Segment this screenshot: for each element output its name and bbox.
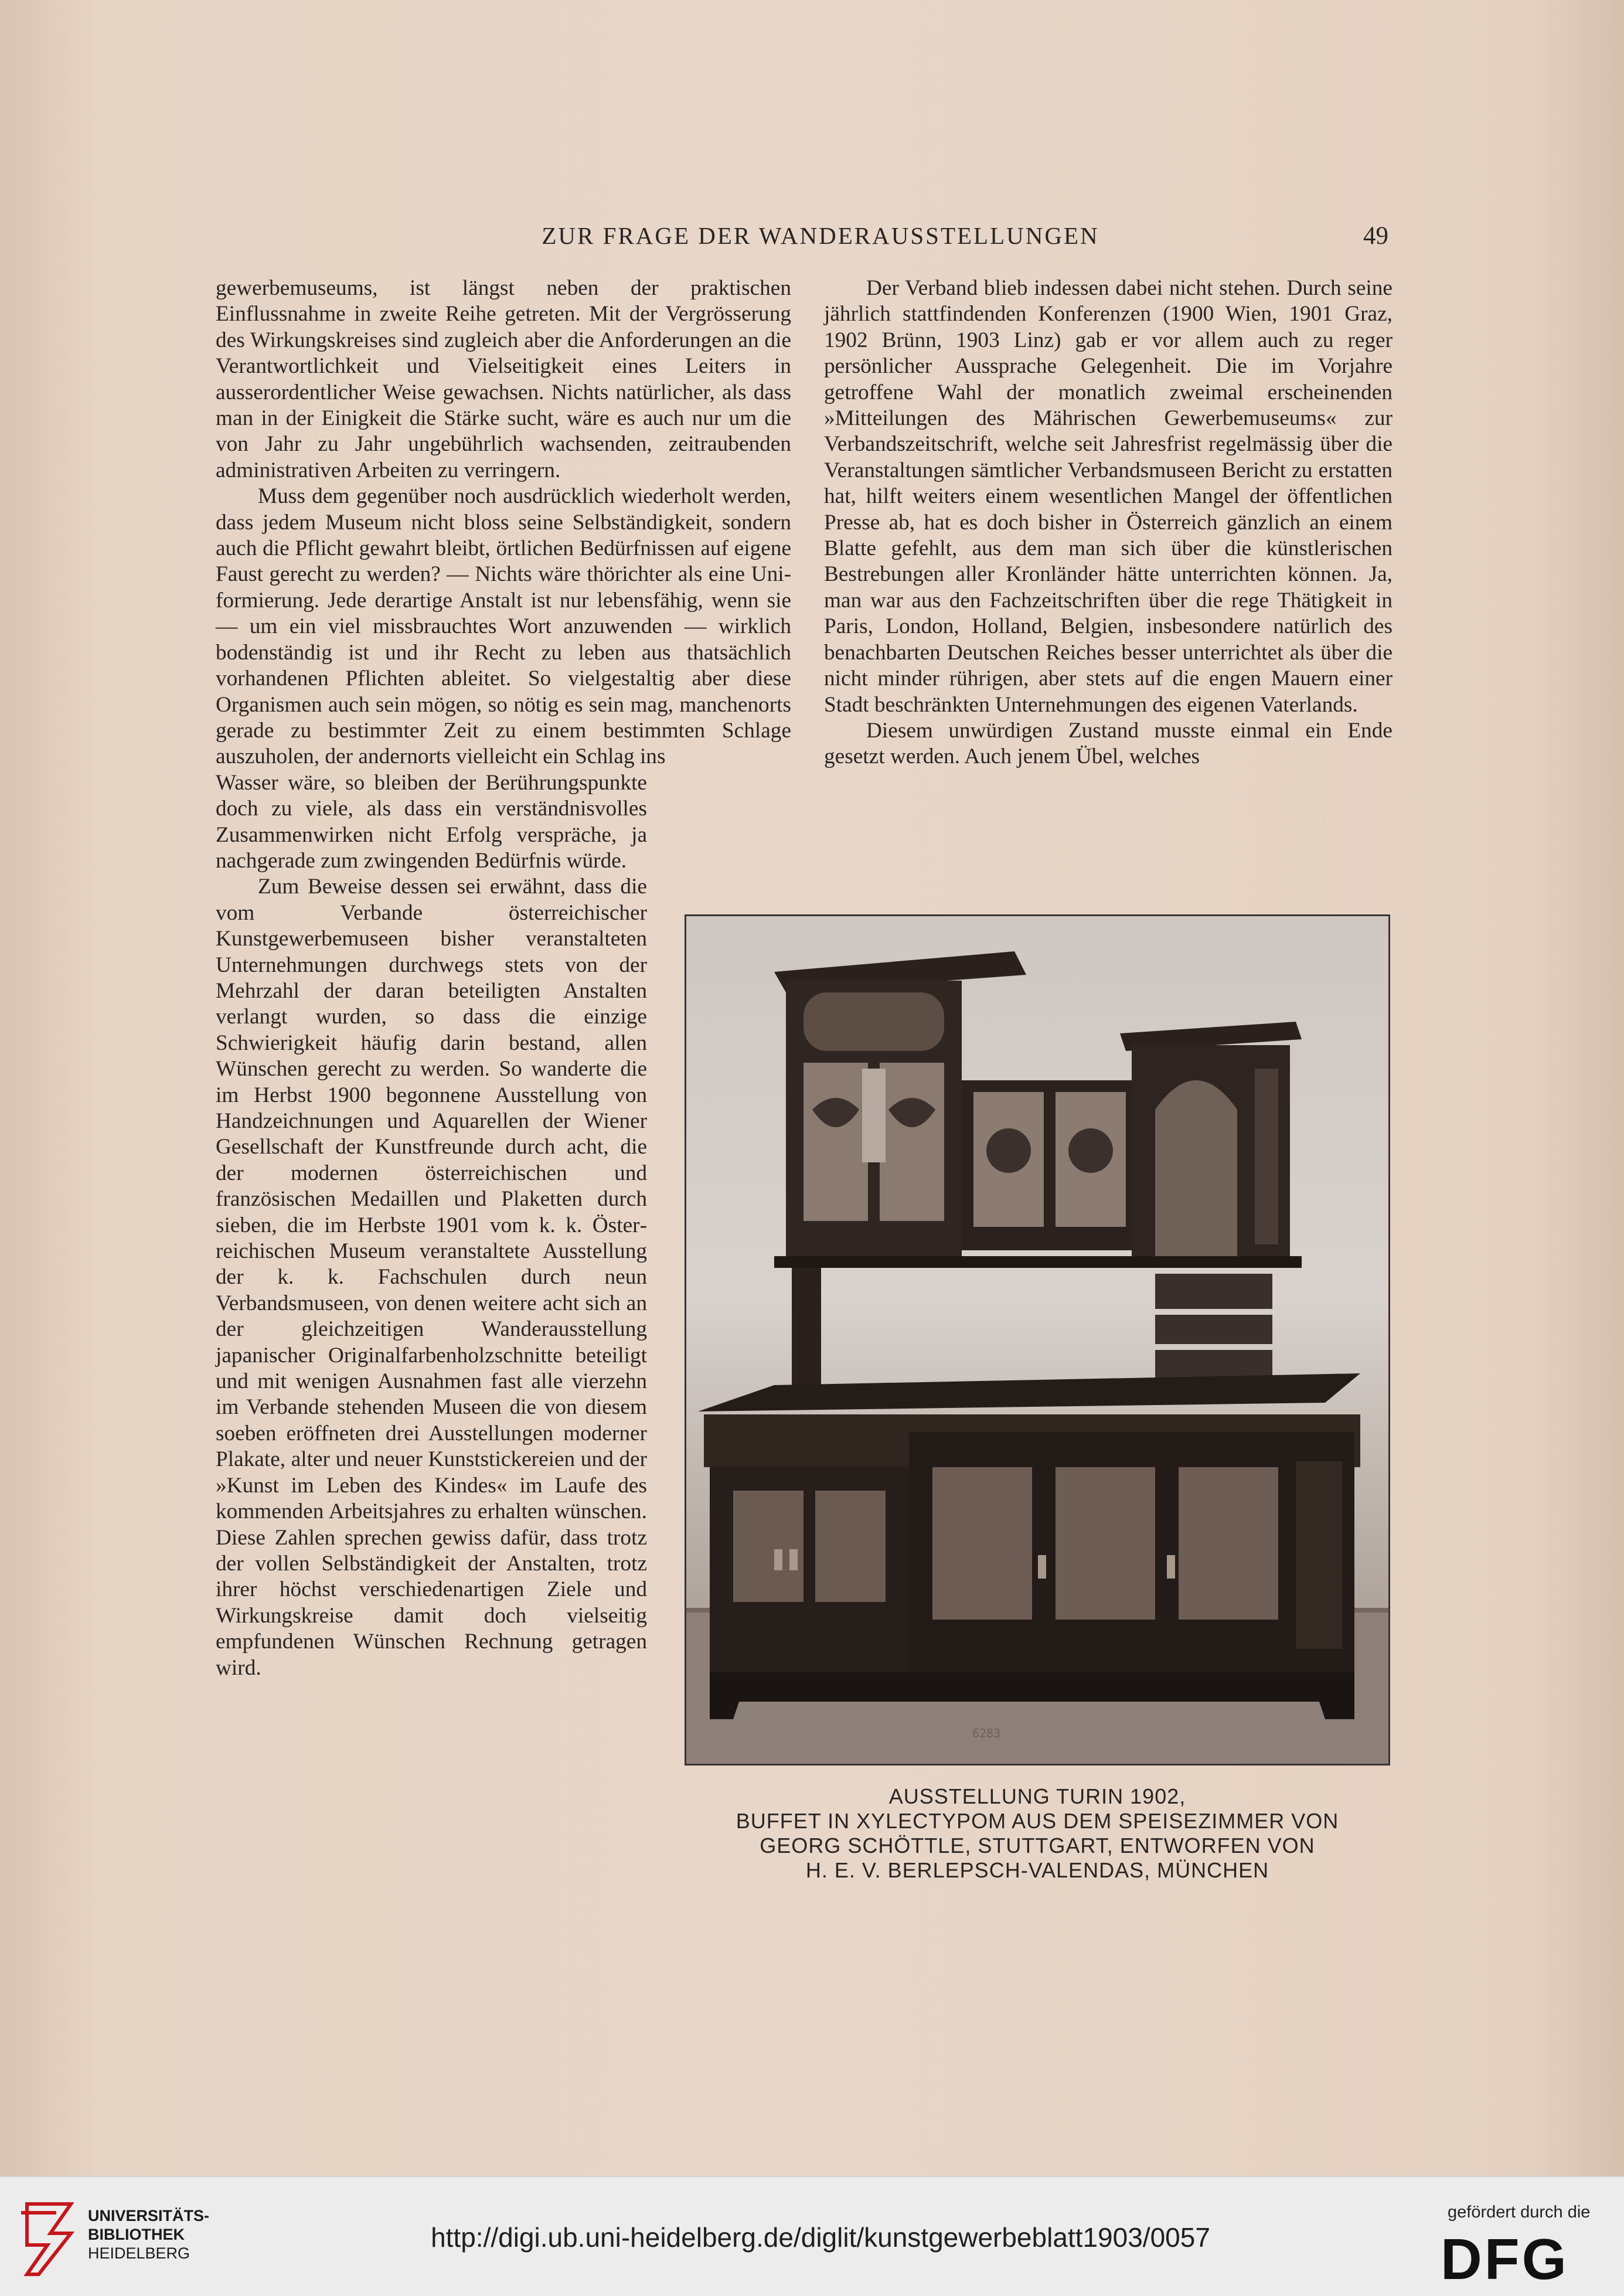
buffet-illustration	[686, 916, 1388, 1764]
caption-line: BUFFET IN XYLECTYPOM AUS DEM SPEISEZIMMER VON	[736, 1809, 1339, 1833]
funded-by-label: gefördert durch die	[1448, 2203, 1591, 2222]
wrapped-text-block	[216, 770, 647, 1681]
caption-line: GEORG SCHÖTTLE, STUTTGART, ENTWORFEN VON	[760, 1834, 1315, 1858]
figure-caption	[685, 1784, 1390, 1883]
running-head: ZUR FRAGE DER WANDERAUSSTELLUNGEN	[542, 222, 1099, 249]
library-name[interactable]	[88, 2206, 209, 2263]
library-name-line: HEIDELBERG	[88, 2244, 190, 2262]
paragraph: Wasser wäre, so bleiben der Berührungspunkte doch zu viele, als dass ein verständnisvolles Zusammenwirken nicht Erfolg verspräche, ja nachgerade zum zwingenden Bedürfnis würde.	[216, 770, 647, 873]
paragraph: gewerbemuseums, ist längst neben der praktischen Einflussnahme in zweite Reihe getreten. Mit der Vergrösserung des Wirkungskreises sind zugleich aber die Anforderungen an die Verantwortlichkeit und Vielseitigkeit eines Leiters in ausserordentlicher Weise gewachsen. Nichts natürlicher, als dass man in der Einigkeit die Stärke sucht, wäre es auch nur um die von Jahr zu Jahr ungebührlich wachsenden, zeitraubenden administrativen Arbeiten zu verringern.	[216, 276, 791, 482]
right-text-column	[824, 275, 1393, 770]
paragraph: Diesem unwürdigen Zustand musste einmal ein Ende gesetzt werden. Auch jenem Übel, welches	[824, 718, 1393, 769]
caption-line: H. E. V. BERLEPSCH-VALENDAS, MÜNCHEN	[805, 1858, 1269, 1882]
page-number: 49	[1363, 222, 1388, 250]
university-library-logo-icon[interactable]	[15, 2198, 80, 2280]
buffet-photograph	[685, 914, 1390, 1766]
paragraph: Muss dem gegenüber noch ausdrücklich wiederholt werden, dass jedem Museum nicht bloss seine Selbständigkeit, sondern auch die Pflicht gewahrt bleibt, örtlichen Bedürfnissen auf eigene Faust gerecht zu werden? — Nichts wäre thörichter als eine Uniformierung. Jede derartige Anstalt ist nur lebensfähig, wenn sie — um ein viel missbrauchtes Wort anzuwenden — wirklich bodenständig ist und ihr Recht zu leben aus thatsächlich vorhandenen Pflichten ableitet. So vielgestaltig aber diese Organismen auch sein mögen, so nötig es sein mag, manchenorts gerade zu bestimmter Zeit zu einem bestimmten Schlage auszuholen, der andernorts vielleicht ein Schlag ins	[216, 484, 791, 769]
paragraph: Der Verband blieb indessen dabei nicht stehen. Durch seine jährlich stattfindenden Konferenzen (1900 Wien, 1901 Graz, 1902 Brünn, 1903 Linz) gab er vor allem auch zu reger persönlicher Aussprache Gelegenheit. Die im Vorjahre getroffene Wahl der monatlich zweimal erscheinenden »Mitteilungen des Mährischen Gewerbemuseums« zur Verbandszeitschrift, welche seit Jahresfrist regelmässig über die Veranstaltungen sämtlicher Verbandsmuseen Bericht zu erstatten hat, hilft weiters einem wesentlichen Mangel der öffentlichen Presse ab, hat es doch bisher in Österreich gänzlich an einem Blatte gefehlt, aus dem man sich über die künstlerischen Bestrebungen aller Kronländer hätte unterrichten können. Ja, man war aus den Fachzeitschriften über die rege Thätigkeit in Paris, London, Holland, Belgien, insbesondere natürlich des benachbarten Deutschen Reiches besser unterrichtet als über die nicht minder rührigen, aber stets auf die engen Mauern einer Stadt beschränkten Unternehmungen des eigenen Vaterlands.	[824, 276, 1393, 717]
paragraph: Zum Beweise dessen sei erwähnt, dass die vom Verbande österreichischer Kunstgewerbemuseen bisher veranstalteten Unternehmungen durchwegs stets von der Mehrzahl der daran beteiligten Anstalten verlangt wurden, so dass die einzige Schwierigkeit häufig darin bestand, allen Wünschen gerecht zu werden. So wanderte die im Herbst 1900 begonnene Ausstellung von Handzeichnungen und Aquarellen der Wiener Gesellschaft der Kunstfreunde durch acht, die der modernen österreichischen und französischen Medaillen und Plaketten durch sieben, die im Herbste 1901 vom k. k. Österreichischen Museum veranstaltete Ausstellung der k. k. Fachschulen durch neun Verbandsmuseen, von denen weitere acht sich an der gleichzeitigen Wanderausstellung japanischer Originalfarbenholzschnitte beteiligt und mit wenigen Ausnahmen fast alle vierzehn im Verbande stehenden Museen die von diesem soeben eröffneten drei Ausstellungen moderner Plakate, alter und neuer Kunststickereien und der »Kunst im Leben des Kindes« im Laufe des kommenden Arbeitsjahres zu erhalten wünschen. Diese Zahlen sprechen gewiss dafür, dass trotz der vollen Selbständigkeit der Anstalten, trotz ihrer höchst verschiedenartigen Ziele und Wirkungskreise damit doch vielseitig empfundenen Wünschen Rechnung getragen wird.	[216, 875, 647, 1680]
library-name-line: UNIVERSITÄTS-	[88, 2207, 210, 2224]
permalink-url[interactable]: http://digi.ub.uni-heidelberg.de/diglit/kunstgewerbeblatt1903/0057	[431, 2222, 1210, 2253]
library-name-line: BIBLIOTHEK	[88, 2226, 185, 2243]
plate-number: 6283	[972, 1726, 1001, 1740]
caption-line: AUSSTELLUNG TURIN 1902,	[888, 1784, 1186, 1808]
dfg-logo[interactable]: DFG	[1441, 2227, 1569, 2291]
footer-bar	[0, 2176, 1624, 2296]
